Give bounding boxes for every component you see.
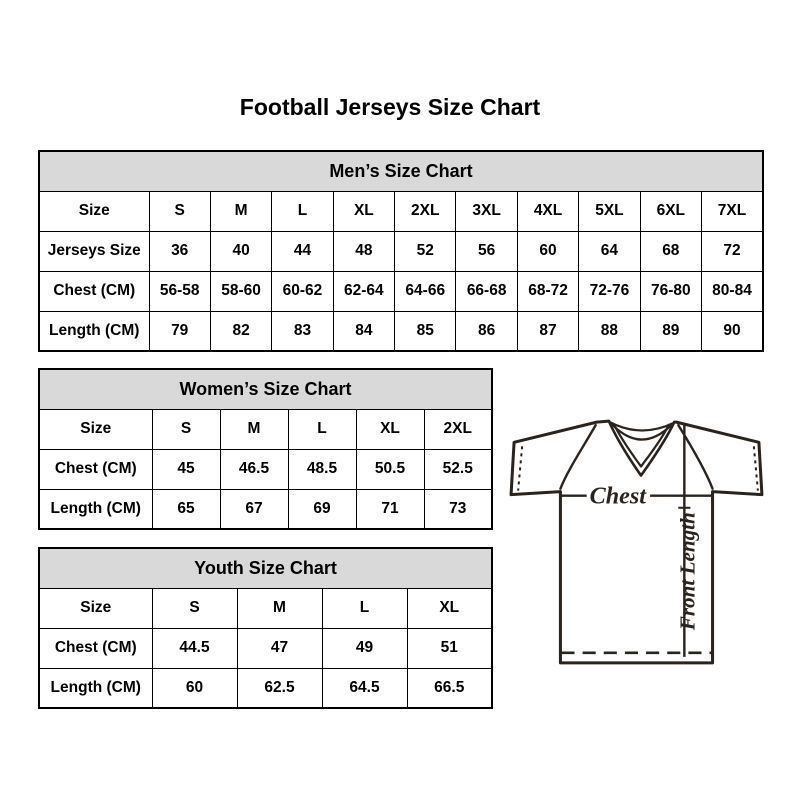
table-cell: M [220, 409, 288, 449]
table-cell: 2XL [424, 409, 492, 449]
table-cell: 52.5 [424, 449, 492, 489]
table-row [39, 449, 492, 489]
table-row [39, 231, 763, 271]
table-cell: 46.5 [220, 449, 288, 489]
table-row [39, 628, 492, 668]
table-row [39, 409, 492, 449]
table-row [39, 588, 492, 628]
table-row [39, 271, 763, 311]
row-label: Length (CM) [39, 668, 152, 708]
table-title: Men’s Size Chart [39, 151, 763, 191]
table-cell: 52 [395, 231, 456, 271]
jersey-outline [511, 421, 762, 663]
table-cell: 6XL [640, 191, 701, 231]
table-cell: XL [356, 409, 424, 449]
row-label: Chest (CM) [39, 449, 152, 489]
table-cell: XL [333, 191, 394, 231]
table-cell: 4XL [517, 191, 578, 231]
table-cell: 67 [220, 489, 288, 529]
table-cell: 2XL [395, 191, 456, 231]
table-cell: 56 [456, 231, 517, 271]
table-cell: 64.5 [322, 668, 407, 708]
row-label: Size [39, 191, 149, 231]
row-label: Chest (CM) [39, 628, 152, 668]
table-cell: 80-84 [702, 271, 763, 311]
table-cell: 72 [702, 231, 763, 271]
table-cell: 88 [579, 311, 640, 351]
table-cell: XL [407, 588, 492, 628]
table-cell: 48 [333, 231, 394, 271]
table-cell: 69 [288, 489, 356, 529]
table-cell: 62.5 [237, 668, 322, 708]
row-label: Chest (CM) [39, 271, 149, 311]
table-cell: 68-72 [517, 271, 578, 311]
table-cell: 60-62 [272, 271, 333, 311]
table-cell: 56-58 [149, 271, 210, 311]
table-cell: 72-76 [579, 271, 640, 311]
table-cell: 5XL [579, 191, 640, 231]
table-cell: L [322, 588, 407, 628]
table-cell: 65 [152, 489, 220, 529]
table-cell: 44 [272, 231, 333, 271]
table-cell: 48.5 [288, 449, 356, 489]
table-cell: M [237, 588, 322, 628]
table-cell: 40 [210, 231, 271, 271]
table-cell: 73 [424, 489, 492, 529]
table-cell: 82 [210, 311, 271, 351]
table-cell: 87 [517, 311, 578, 351]
table-cell: 90 [702, 311, 763, 351]
table-cell: 76-80 [640, 271, 701, 311]
table-cell: 79 [149, 311, 210, 351]
table-title-row [39, 548, 492, 588]
row-label: Size [39, 409, 152, 449]
table-cell: 66.5 [407, 668, 492, 708]
table-title-row [39, 369, 492, 409]
table-cell: 62-64 [333, 271, 394, 311]
table-row [39, 668, 492, 708]
table-cell: 85 [395, 311, 456, 351]
front-length-label: Front Length [675, 512, 700, 631]
table-cell: 89 [640, 311, 701, 351]
table-cell: 51 [407, 628, 492, 668]
table-title: Youth Size Chart [39, 548, 492, 588]
table-cell: 60 [517, 231, 578, 271]
table-cell: 83 [272, 311, 333, 351]
table-cell: 60 [152, 668, 237, 708]
table-cell: 64 [579, 231, 640, 271]
table-cell: 66-68 [456, 271, 517, 311]
jersey-svg [503, 412, 773, 666]
chest-label: Chest [589, 482, 647, 510]
mens-size-table [38, 150, 764, 352]
table-row [39, 489, 492, 529]
table-cell: 49 [322, 628, 407, 668]
table-cell: L [272, 191, 333, 231]
table-row [39, 311, 763, 351]
table-cell: 86 [456, 311, 517, 351]
table-cell: 7XL [702, 191, 763, 231]
table-cell: 50.5 [356, 449, 424, 489]
table-cell: S [152, 588, 237, 628]
table-cell: 71 [356, 489, 424, 529]
table-cell: 3XL [456, 191, 517, 231]
table-cell: 64-66 [395, 271, 456, 311]
table-cell: 84 [333, 311, 394, 351]
table-cell: 47 [237, 628, 322, 668]
table-cell: 45 [152, 449, 220, 489]
table-cell: L [288, 409, 356, 449]
table-row [39, 191, 763, 231]
table-cell: 58-60 [210, 271, 271, 311]
row-label: Length (CM) [39, 311, 149, 351]
table-title-row [39, 151, 763, 191]
row-label: Length (CM) [39, 489, 152, 529]
table-cell: S [149, 191, 210, 231]
womens-size-table [38, 368, 493, 530]
page-title: Football Jerseys Size Chart [239, 94, 541, 120]
table-cell: 44.5 [152, 628, 237, 668]
youth-size-table [38, 547, 493, 709]
table-title: Women’s Size Chart [39, 369, 492, 409]
table-cell: S [152, 409, 220, 449]
jersey-diagram [503, 412, 773, 666]
table-cell: M [210, 191, 271, 231]
table-cell: 36 [149, 231, 210, 271]
row-label: Jerseys Size [39, 231, 149, 271]
row-label: Size [39, 588, 152, 628]
table-cell: 68 [640, 231, 701, 271]
